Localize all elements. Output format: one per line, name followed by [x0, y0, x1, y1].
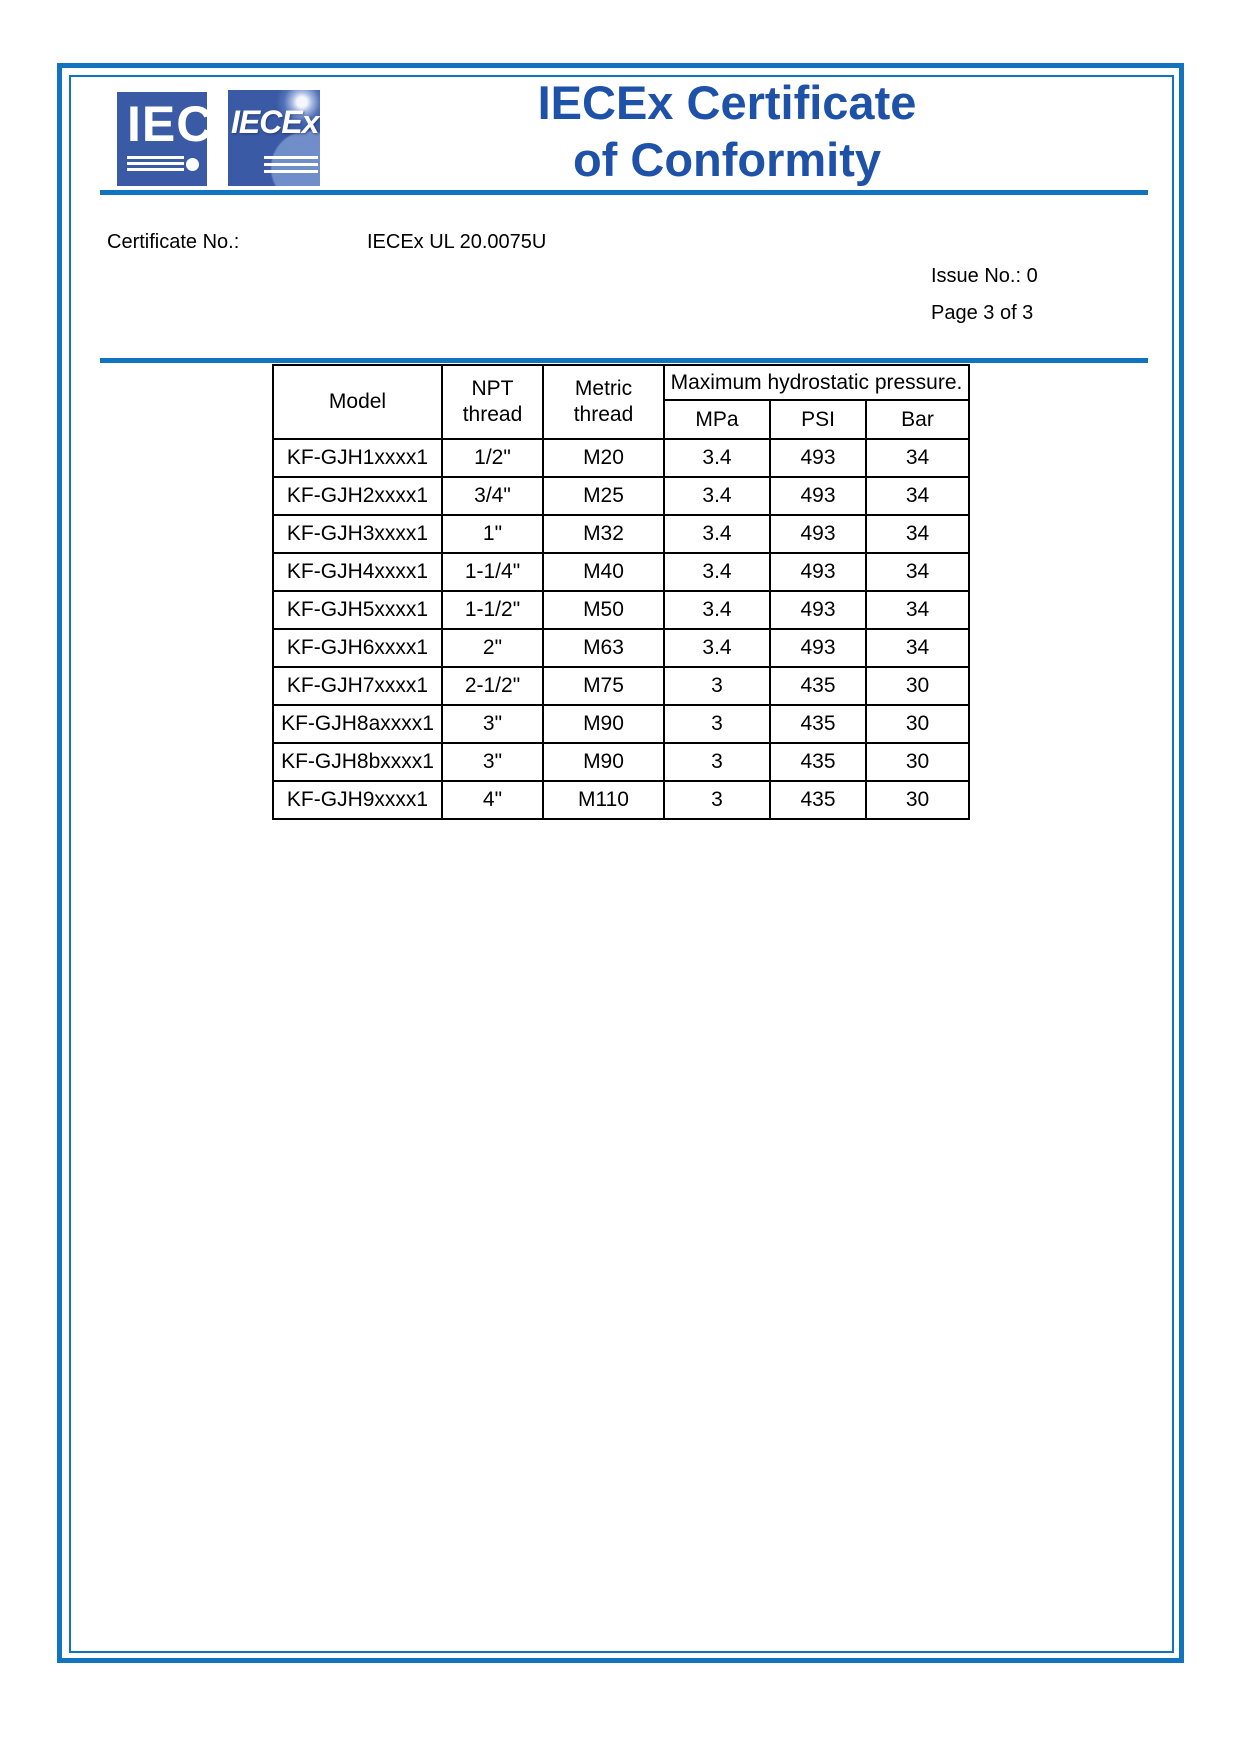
table-row — [273, 629, 969, 667]
col-header-model: Model — [273, 365, 442, 439]
table-cell: M50 — [543, 591, 664, 629]
table-cell: 493 — [770, 439, 866, 477]
col-header-psi: PSI — [770, 400, 866, 439]
table-cell: 34 — [866, 515, 969, 553]
header-divider-rule — [100, 190, 1148, 195]
table-cell: 3.4 — [664, 629, 770, 667]
table-cell: 3.4 — [664, 477, 770, 515]
table-cell: 493 — [770, 591, 866, 629]
table-cell: 34 — [866, 591, 969, 629]
table-cell: 3.4 — [664, 439, 770, 477]
table-cell: 3" — [442, 705, 543, 743]
table-cell: M110 — [543, 781, 664, 819]
table-cell: KF-GJH4xxxx1 — [273, 553, 442, 591]
table-cell: 3/4" — [442, 477, 543, 515]
table-cell: 3 — [664, 781, 770, 819]
table-cell: 34 — [866, 477, 969, 515]
iecex-logo — [228, 90, 320, 186]
table-cell: M40 — [543, 553, 664, 591]
col-header-metric-thread — [543, 365, 664, 439]
table-cell: KF-GJH3xxxx1 — [273, 515, 442, 553]
table-row — [273, 553, 969, 591]
table-cell: 435 — [770, 781, 866, 819]
table-cell: KF-GJH2xxxx1 — [273, 477, 442, 515]
col-header-pressure-group: Maximum hydrostatic pressure. — [664, 365, 969, 400]
certificate-no-label: Certificate No.: — [107, 231, 240, 253]
table-cell: 30 — [866, 705, 969, 743]
title-line1: IECEx Certificate — [537, 76, 917, 129]
table-cell: 4" — [442, 781, 543, 819]
table-cell: 1-1/4" — [442, 553, 543, 591]
table-cell: KF-GJH8axxxx1 — [273, 705, 442, 743]
section-divider-rule — [100, 358, 1148, 363]
iecex-logo-lines — [264, 156, 318, 177]
table-cell: M90 — [543, 743, 664, 781]
iec-logo-text: IEC — [127, 96, 214, 152]
issue-no: Issue No.: 0 — [931, 265, 1038, 287]
table-cell: 30 — [866, 743, 969, 781]
table-cell: M25 — [543, 477, 664, 515]
table-row — [273, 515, 969, 553]
page-title — [334, 74, 1120, 188]
table-cell: 1/2" — [442, 439, 543, 477]
iec-logo-dot — [186, 158, 199, 171]
table-row — [273, 667, 969, 705]
table-cell: 1" — [442, 515, 543, 553]
table-cell: 34 — [866, 439, 969, 477]
col-header-bar: Bar — [866, 400, 969, 439]
table-row — [273, 477, 969, 515]
table-cell: KF-GJH8bxxxx1 — [273, 743, 442, 781]
table-cell: M75 — [543, 667, 664, 705]
iecex-logo-text: IECEx — [231, 104, 319, 140]
table-cell: 435 — [770, 705, 866, 743]
table-cell: KF-GJH6xxxx1 — [273, 629, 442, 667]
table-cell: M63 — [543, 629, 664, 667]
table-cell: 3 — [664, 743, 770, 781]
table-header-row-1 — [273, 365, 969, 400]
table-row — [273, 705, 969, 743]
iec-logo-lines — [127, 156, 184, 174]
table-cell: 2-1/2" — [442, 667, 543, 705]
col-header-npt-line1: NPT — [471, 377, 514, 400]
pressure-spec-table — [272, 364, 970, 820]
table-cell: 3.4 — [664, 553, 770, 591]
table-cell: 435 — [770, 667, 866, 705]
col-header-npt-line2: thread — [462, 403, 523, 426]
table-row — [273, 591, 969, 629]
col-header-metric-line2: thread — [573, 403, 634, 426]
table-cell: 493 — [770, 477, 866, 515]
table-cell: 34 — [866, 629, 969, 667]
table-cell: 493 — [770, 629, 866, 667]
table-cell: 34 — [866, 553, 969, 591]
table-row — [273, 781, 969, 819]
table-cell: 30 — [866, 667, 969, 705]
table-cell: 30 — [866, 781, 969, 819]
table-row — [273, 439, 969, 477]
table-cell: 3 — [664, 667, 770, 705]
table-cell: 435 — [770, 743, 866, 781]
table-cell: 493 — [770, 553, 866, 591]
table-cell: 493 — [770, 515, 866, 553]
table-row — [273, 743, 969, 781]
title-line2: of Conformity — [572, 133, 882, 186]
table-cell: 3.4 — [664, 591, 770, 629]
col-header-npt-thread — [442, 365, 543, 439]
table-cell: 3.4 — [664, 515, 770, 553]
table-cell: M32 — [543, 515, 664, 553]
certificate-no-value: IECEx UL 20.0075U — [367, 231, 547, 253]
table-cell: KF-GJH1xxxx1 — [273, 439, 442, 477]
table-cell: 3" — [442, 743, 543, 781]
page-number: Page 3 of 3 — [931, 302, 1034, 324]
table-cell: KF-GJH9xxxx1 — [273, 781, 442, 819]
iec-logo — [117, 92, 214, 186]
table-cell: M20 — [543, 439, 664, 477]
table-cell: KF-GJH7xxxx1 — [273, 667, 442, 705]
col-header-metric-line1: Metric — [574, 377, 633, 400]
table-cell: 2" — [442, 629, 543, 667]
table-cell: M90 — [543, 705, 664, 743]
table-cell: 3 — [664, 705, 770, 743]
table-cell: KF-GJH5xxxx1 — [273, 591, 442, 629]
col-header-mpa: MPa — [664, 400, 770, 439]
table-cell: 1-1/2" — [442, 591, 543, 629]
